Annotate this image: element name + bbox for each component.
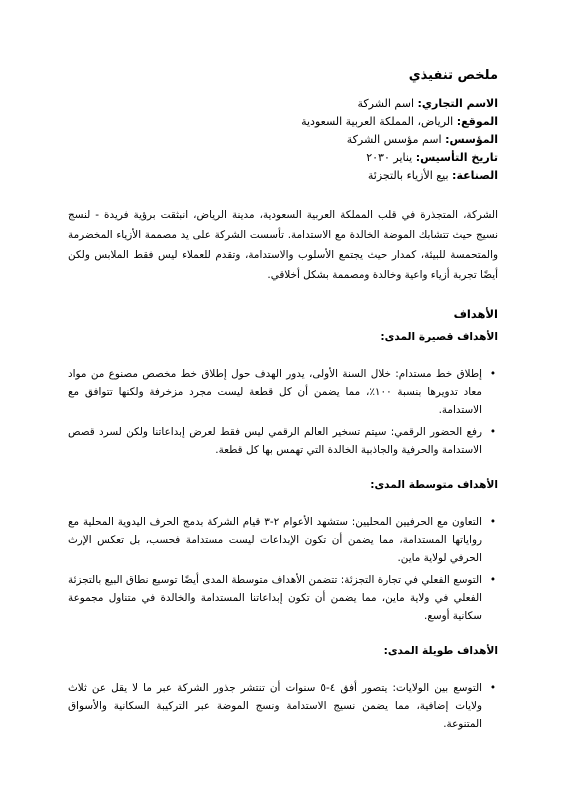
- list-item: • إطلاق خط مستدام: خلال السنة الأولى، يدور الهدف حول إطلاق خط مخصص مصنوع من مواد معاد تدويرها بنسبة ١٠٠٪، مما يضمن أن كل قطعة ليست مجرد مزخرفة ولكنها تتوافق مع الاستدامة.: [68, 365, 482, 419]
- list-item: • التعاون مع الحرفيين المحليين: ستشهد الأعوام ٢-٣ قيام الشركة بدمج الحرف اليدوية المحلية مع رواياتها المستدامة، مما يضمن أن تكون الإبداعات ليست مستدامة فحسب، بل تعكس الإرث الحرفي لولاية ماين.: [68, 513, 482, 567]
- mid-term-heading: الأهداف متوسطة المدى:: [370, 479, 498, 491]
- list-item: • رفع الحضور الرقمي: سيتم تسخير العالم الرقمي ليس فقط لعرض إبداعاتنا ولكن لسرد قصص الاستدامة والحرفية والجاذبية الخالدة التي تهمس بها كل قطعة.: [68, 423, 482, 459]
- mid-term-list: [68, 513, 498, 625]
- bullet-icon: •: [489, 574, 497, 586]
- detail-founder: المؤسس: اسم مؤسس الشركة: [346, 133, 498, 146]
- company-details: [68, 95, 498, 185]
- detail-location: الموقع: الرياض، المملكة العربية السعودية: [301, 115, 498, 128]
- detail-industry: الصناعة: بيع الأزياء بالتجزئة: [367, 169, 498, 182]
- short-term-list: [68, 365, 498, 459]
- bullet-icon: •: [489, 682, 497, 694]
- detail-trade-name: الاسم التجاري: اسم الشركة: [357, 97, 498, 110]
- detail-founding-date: تاريخ التأسيس: يناير ٢٠٣٠: [366, 151, 498, 164]
- goals-heading: الأهداف: [453, 307, 498, 321]
- list-item: • التوسع الفعلي في تجارة التجزئة: تتضمن الأهداف متوسطة المدى أيضًا توسيع نطاق البيع بالتجزئة الفعلي في ولاية ماين، مما يضمن أن تكون إبداعاتنا المستدامة والخالدة في متناول مجموعة سكانية أوسع.: [68, 571, 482, 625]
- long-term-list: [68, 679, 498, 733]
- intro-paragraph: الشركة، المتجذرة في قلب المملكة العربية السعودية، مدينة الرياض، انبثقت برؤية فريدة - لنسج نسيج حيث تتشابك الموضة الخالدة مع الاستدامة. تأسست الشركة على يد مصممة الأزياء المخضرمة والمتحمسة للبيئة، كمدار حيث يجتمع الأسلوب والاستدامة، وتقدم للعملاء ليس فقط الملابس ولكن أيضًا تجربة أزياء واعية وخالدة ومصممة بشكل أخلاقي.: [68, 209, 498, 281]
- bullet-icon: •: [489, 368, 497, 380]
- bullet-icon: •: [489, 426, 497, 438]
- list-item: • التوسع بين الولايات: يتصور أفق ٤-٥ سنوات أن تنتشر جذور الشركة عبر ما لا يقل عن ثلاث ولايات إضافية، مما يضمن نسيج الاستدامة ونسج الموضة عبر التركيبة السكانية والأسواق المتنوعة.: [68, 679, 482, 733]
- summary-title: ملخص تنفيذي: [408, 68, 498, 83]
- bullet-icon: •: [489, 516, 497, 528]
- long-term-heading: الأهداف طويلة المدى:: [383, 645, 498, 657]
- short-term-heading: الأهداف قصيرة المدى:: [380, 331, 498, 343]
